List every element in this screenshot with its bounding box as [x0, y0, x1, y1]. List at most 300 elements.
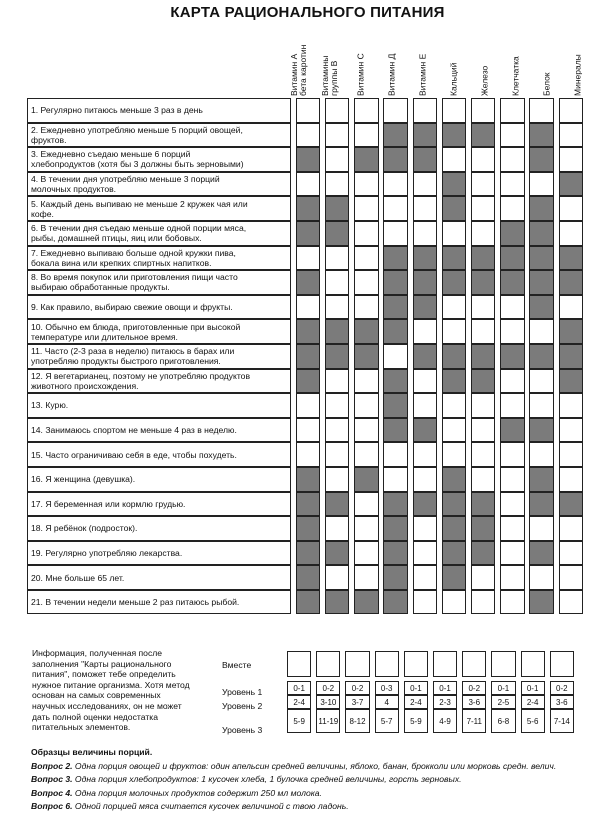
empty-cell[interactable]: [471, 393, 495, 418]
marked-cell[interactable]: [413, 295, 437, 320]
marked-cell[interactable]: [559, 344, 583, 369]
empty-cell[interactable]: [354, 172, 378, 197]
empty-cell[interactable]: [354, 442, 378, 467]
empty-cell[interactable]: [529, 393, 553, 418]
empty-cell[interactable]: [354, 295, 378, 320]
marked-cell[interactable]: [442, 172, 466, 197]
table-row: [27, 590, 583, 615]
empty-cell[interactable]: [325, 123, 349, 148]
marked-cell[interactable]: [413, 147, 437, 172]
summary-value: 5-9: [404, 709, 428, 733]
empty-cell[interactable]: [413, 516, 437, 541]
table-row: [27, 172, 583, 197]
question-text-line: 8. Во время покупок или приготовления пищи часто: [31, 272, 238, 283]
empty-cell[interactable]: [559, 541, 583, 566]
marked-cell[interactable]: [529, 196, 553, 221]
marked-cell[interactable]: [413, 344, 437, 369]
table-row: [27, 246, 583, 271]
empty-cell[interactable]: [529, 565, 553, 590]
question-text-line: 15. Часто ограничиваю себя в еде, чтобы похудеть.: [31, 449, 237, 460]
summary-value: 4: [375, 695, 399, 709]
empty-cell[interactable]: [559, 393, 583, 418]
question-text-line: фруктов.: [31, 134, 67, 145]
marked-cell[interactable]: [325, 344, 349, 369]
info-note: [32, 648, 218, 733]
marked-cell[interactable]: [383, 295, 407, 320]
marked-cell[interactable]: [471, 516, 495, 541]
empty-cell[interactable]: [442, 221, 466, 246]
marked-cell[interactable]: [296, 369, 320, 394]
empty-cell[interactable]: [471, 467, 495, 492]
marked-cell[interactable]: [383, 393, 407, 418]
empty-cell[interactable]: [529, 172, 553, 197]
empty-cell[interactable]: [500, 172, 524, 197]
empty-cell[interactable]: [559, 418, 583, 443]
empty-cell[interactable]: [442, 590, 466, 615]
marked-cell[interactable]: [383, 319, 407, 344]
question-text-line: 6. В течении дня съедаю меньше одной порции мяса,: [31, 223, 247, 234]
question-text-line: 13. Курю.: [31, 400, 69, 411]
page-title: КАРТА РАЦИОНАЛЬНОГО ПИТАНИЯ: [170, 4, 445, 21]
marked-cell[interactable]: [413, 123, 437, 148]
empty-cell[interactable]: [471, 295, 495, 320]
empty-cell[interactable]: [413, 541, 437, 566]
summary-value: 2-5: [491, 695, 515, 709]
marked-cell[interactable]: [471, 541, 495, 566]
empty-cell[interactable]: [500, 541, 524, 566]
marked-cell[interactable]: [413, 246, 437, 271]
summary-value: 7-14: [550, 709, 574, 733]
info-line: заполнения "Карты рационального: [32, 658, 172, 669]
together-input[interactable]: [550, 651, 574, 677]
marked-cell[interactable]: [442, 492, 466, 517]
question-cell: [27, 319, 291, 344]
empty-cell[interactable]: [354, 516, 378, 541]
table-row: [27, 467, 583, 492]
marked-cell[interactable]: [354, 467, 378, 492]
empty-cell[interactable]: [500, 295, 524, 320]
empty-cell[interactable]: [325, 467, 349, 492]
marked-cell[interactable]: [500, 418, 524, 443]
empty-cell[interactable]: [413, 196, 437, 221]
question-text-line: рыбы, домашней птицы, яиц или бобовых.: [31, 233, 202, 244]
empty-cell[interactable]: [354, 541, 378, 566]
marked-cell[interactable]: [471, 492, 495, 517]
marked-cell[interactable]: [559, 270, 583, 295]
question-text-line: 16. Я женщина (девушка).: [31, 474, 136, 485]
marked-cell[interactable]: [471, 369, 495, 394]
together-input[interactable]: [345, 651, 369, 677]
marked-cell[interactable]: [325, 196, 349, 221]
empty-cell[interactable]: [296, 393, 320, 418]
together-input[interactable]: [521, 651, 545, 677]
empty-cell[interactable]: [500, 492, 524, 517]
empty-cell[interactable]: [500, 98, 524, 123]
together-input[interactable]: [316, 651, 340, 677]
question-cell: [27, 565, 291, 590]
samples-heading: Образцы величины порций.: [31, 747, 153, 757]
sample-label: Вопрос 4.: [31, 787, 73, 798]
marked-cell[interactable]: [442, 516, 466, 541]
summary-row: [287, 681, 574, 695]
empty-cell[interactable]: [325, 369, 349, 394]
empty-cell[interactable]: [354, 565, 378, 590]
marked-cell[interactable]: [529, 246, 553, 271]
question-cell: [27, 467, 291, 492]
empty-cell[interactable]: [383, 196, 407, 221]
question-cell: [27, 492, 291, 517]
marked-cell[interactable]: [442, 196, 466, 221]
marked-cell[interactable]: [471, 270, 495, 295]
together-input[interactable]: [433, 651, 457, 677]
column-header: [349, 40, 372, 98]
empty-cell[interactable]: [471, 565, 495, 590]
marked-cell[interactable]: [529, 270, 553, 295]
marked-cell[interactable]: [296, 467, 320, 492]
empty-cell[interactable]: [471, 590, 495, 615]
marked-cell[interactable]: [296, 565, 320, 590]
column-header-line: Железо: [479, 65, 489, 96]
empty-cell[interactable]: [500, 147, 524, 172]
marked-cell[interactable]: [529, 492, 553, 517]
empty-cell[interactable]: [500, 319, 524, 344]
empty-cell[interactable]: [413, 221, 437, 246]
marked-cell[interactable]: [471, 123, 495, 148]
question-text-line: температуре или длительное время.: [31, 331, 178, 342]
sample-label: Вопрос 6.: [31, 801, 73, 811]
empty-cell[interactable]: [354, 393, 378, 418]
marked-cell[interactable]: [442, 270, 466, 295]
column-header-line: группы В: [328, 60, 339, 96]
marked-cell[interactable]: [383, 418, 407, 443]
empty-cell[interactable]: [471, 319, 495, 344]
empty-cell[interactable]: [383, 221, 407, 246]
empty-cell[interactable]: [413, 393, 437, 418]
column-header-line: Клетчатка: [510, 56, 520, 96]
marked-cell[interactable]: [296, 516, 320, 541]
column-header-label: [449, 63, 458, 96]
empty-cell[interactable]: [413, 369, 437, 394]
table-row: [27, 98, 583, 123]
marked-cell[interactable]: [500, 344, 524, 369]
empty-cell[interactable]: [325, 295, 349, 320]
empty-cell[interactable]: [413, 319, 437, 344]
marked-cell[interactable]: [296, 221, 320, 246]
question-cell: [27, 442, 291, 467]
question-text-line: 14. Занимаюсь спортом не меньше 4 раз в неделю.: [31, 425, 237, 436]
empty-cell[interactable]: [296, 246, 320, 271]
marked-cell[interactable]: [442, 467, 466, 492]
column-header-line: Витамины: [319, 55, 330, 96]
marked-cell[interactable]: [296, 147, 320, 172]
marked-cell[interactable]: [500, 246, 524, 271]
marked-cell[interactable]: [383, 590, 407, 615]
marked-cell[interactable]: [442, 565, 466, 590]
together-label: Вместе: [222, 660, 252, 670]
empty-cell[interactable]: [442, 147, 466, 172]
question-cell: [27, 541, 291, 566]
empty-cell[interactable]: [500, 467, 524, 492]
summary-value: 5-6: [521, 709, 545, 733]
empty-cell[interactable]: [413, 467, 437, 492]
question-cell: [27, 98, 291, 123]
question-cell: [27, 246, 291, 271]
empty-cell[interactable]: [559, 98, 583, 123]
empty-cell[interactable]: [500, 196, 524, 221]
empty-cell[interactable]: [325, 98, 349, 123]
empty-cell[interactable]: [500, 442, 524, 467]
marked-cell[interactable]: [559, 369, 583, 394]
marked-cell[interactable]: [529, 221, 553, 246]
marked-cell[interactable]: [442, 344, 466, 369]
marked-cell[interactable]: [383, 516, 407, 541]
empty-cell[interactable]: [442, 98, 466, 123]
summary-value: 3-6: [462, 695, 486, 709]
question-text-line: употребляю продукты быстрого приготовления.: [31, 356, 221, 367]
empty-cell[interactable]: [413, 565, 437, 590]
empty-cell[interactable]: [413, 590, 437, 615]
empty-cell[interactable]: [471, 98, 495, 123]
empty-cell[interactable]: [529, 442, 553, 467]
empty-cell[interactable]: [354, 98, 378, 123]
marked-cell[interactable]: [442, 541, 466, 566]
summary-value: 0-1: [521, 681, 545, 695]
empty-cell[interactable]: [325, 565, 349, 590]
empty-cell[interactable]: [471, 172, 495, 197]
empty-cell[interactable]: [442, 319, 466, 344]
marked-cell[interactable]: [559, 246, 583, 271]
together-input[interactable]: [404, 651, 428, 677]
column-header: [380, 40, 403, 98]
marked-cell[interactable]: [296, 319, 320, 344]
empty-cell[interactable]: [413, 98, 437, 123]
empty-cell[interactable]: [325, 172, 349, 197]
empty-cell[interactable]: [529, 98, 553, 123]
marked-cell[interactable]: [529, 541, 553, 566]
question-text-line: 11. Часто (2-3 раза в неделю) питаюсь в барах или: [31, 346, 235, 357]
empty-cell[interactable]: [500, 590, 524, 615]
marked-cell[interactable]: [529, 590, 553, 615]
empty-cell[interactable]: [559, 147, 583, 172]
marked-cell[interactable]: [529, 344, 553, 369]
marked-cell[interactable]: [383, 565, 407, 590]
empty-cell[interactable]: [471, 221, 495, 246]
marked-cell[interactable]: [529, 295, 553, 320]
empty-cell[interactable]: [529, 516, 553, 541]
marked-cell[interactable]: [296, 492, 320, 517]
empty-cell[interactable]: [471, 147, 495, 172]
marked-cell[interactable]: [383, 147, 407, 172]
marked-cell[interactable]: [354, 319, 378, 344]
question-cell: [27, 516, 291, 541]
marked-cell[interactable]: [383, 246, 407, 271]
info-line: дать полной оценки недостатка: [32, 711, 158, 722]
marked-cell[interactable]: [500, 270, 524, 295]
empty-cell[interactable]: [471, 196, 495, 221]
empty-cell[interactable]: [354, 123, 378, 148]
empty-cell[interactable]: [325, 147, 349, 172]
empty-cell[interactable]: [500, 565, 524, 590]
summary-row: [287, 709, 574, 733]
empty-cell[interactable]: [325, 393, 349, 418]
marked-cell[interactable]: [471, 246, 495, 271]
summary-value: 0-1: [404, 681, 428, 695]
empty-cell[interactable]: [383, 442, 407, 467]
empty-cell[interactable]: [296, 98, 320, 123]
marked-cell[interactable]: [529, 123, 553, 148]
empty-cell[interactable]: [325, 246, 349, 271]
empty-cell[interactable]: [383, 98, 407, 123]
empty-cell[interactable]: [296, 172, 320, 197]
together-input[interactable]: [462, 651, 486, 677]
empty-cell[interactable]: [354, 246, 378, 271]
marked-cell[interactable]: [296, 196, 320, 221]
sample-item: [31, 773, 556, 787]
marked-cell[interactable]: [529, 467, 553, 492]
sample-label: Вопрос 3.: [31, 774, 73, 784]
marked-cell[interactable]: [296, 541, 320, 566]
empty-cell[interactable]: [559, 516, 583, 541]
marked-cell[interactable]: [383, 270, 407, 295]
question-cell: [27, 196, 291, 221]
empty-cell[interactable]: [559, 467, 583, 492]
column-header-line: Витамин А: [288, 53, 299, 96]
marked-cell[interactable]: [354, 590, 378, 615]
question-text-line: кофе.: [31, 208, 54, 219]
empty-cell[interactable]: [354, 492, 378, 517]
marked-cell[interactable]: [442, 246, 466, 271]
empty-cell[interactable]: [325, 442, 349, 467]
together-input[interactable]: [491, 651, 515, 677]
empty-cell[interactable]: [559, 123, 583, 148]
column-header: [566, 40, 589, 98]
summary-value: 0-1: [491, 681, 515, 695]
empty-cell[interactable]: [500, 369, 524, 394]
empty-cell[interactable]: [325, 270, 349, 295]
empty-cell[interactable]: [559, 590, 583, 615]
marked-cell[interactable]: [325, 590, 349, 615]
marked-cell[interactable]: [383, 369, 407, 394]
summary-value: 3-6: [550, 695, 574, 709]
level2-label: Уровень 2: [222, 701, 263, 711]
marked-cell[interactable]: [383, 541, 407, 566]
empty-cell[interactable]: [296, 295, 320, 320]
empty-cell[interactable]: [442, 418, 466, 443]
marked-cell[interactable]: [354, 147, 378, 172]
question-text-line: хлебопродуктов (хотя бы 3 должны быть зерновыми): [31, 159, 244, 170]
empty-cell[interactable]: [529, 369, 553, 394]
marked-cell[interactable]: [559, 319, 583, 344]
marked-cell[interactable]: [383, 123, 407, 148]
empty-cell[interactable]: [413, 442, 437, 467]
empty-cell[interactable]: [354, 196, 378, 221]
marked-cell[interactable]: [296, 590, 320, 615]
empty-cell[interactable]: [559, 221, 583, 246]
marked-cell[interactable]: [296, 344, 320, 369]
empty-cell[interactable]: [471, 442, 495, 467]
marked-cell[interactable]: [559, 492, 583, 517]
marked-cell[interactable]: [296, 270, 320, 295]
empty-cell[interactable]: [325, 418, 349, 443]
summary-value: 0-1: [287, 681, 311, 695]
question-text-line: 3. Ежедневно съедаю меньше 6 порций: [31, 149, 191, 160]
marked-cell[interactable]: [413, 270, 437, 295]
empty-cell[interactable]: [471, 418, 495, 443]
empty-cell[interactable]: [500, 393, 524, 418]
empty-cell[interactable]: [559, 565, 583, 590]
marked-cell[interactable]: [442, 123, 466, 148]
info-line: Информация, полученная после: [32, 648, 163, 658]
marked-cell[interactable]: [325, 319, 349, 344]
empty-cell[interactable]: [383, 467, 407, 492]
empty-cell[interactable]: [354, 270, 378, 295]
empty-cell[interactable]: [383, 172, 407, 197]
together-input[interactable]: [375, 651, 399, 677]
marked-cell[interactable]: [413, 492, 437, 517]
column-header-label: [511, 56, 520, 96]
marked-cell[interactable]: [529, 418, 553, 443]
marked-cell[interactable]: [529, 147, 553, 172]
summary-value: 8-12: [345, 709, 369, 733]
empty-cell[interactable]: [354, 369, 378, 394]
question-cell: [27, 344, 291, 369]
empty-cell[interactable]: [296, 123, 320, 148]
empty-cell[interactable]: [354, 221, 378, 246]
summary-row: [287, 695, 574, 709]
marked-cell[interactable]: [354, 344, 378, 369]
sample-text: Одна порция молочных продуктов содержит 250 мл молока.: [72, 787, 322, 798]
question-text-line: 1. Регулярно питаюсь меньше 3 раз в день: [31, 105, 203, 116]
marked-cell[interactable]: [325, 492, 349, 517]
empty-cell[interactable]: [296, 442, 320, 467]
marked-cell[interactable]: [471, 344, 495, 369]
marked-cell[interactable]: [559, 172, 583, 197]
marked-cell[interactable]: [442, 369, 466, 394]
empty-cell[interactable]: [559, 196, 583, 221]
empty-cell[interactable]: [442, 393, 466, 418]
empty-cell[interactable]: [354, 418, 378, 443]
empty-cell[interactable]: [559, 442, 583, 467]
question-text-line: животного происхождения.: [31, 380, 139, 391]
empty-cell[interactable]: [442, 295, 466, 320]
together-input[interactable]: [287, 651, 311, 677]
question-text-line: 19. Регулярно употребляю лекарства.: [31, 547, 183, 558]
marked-cell[interactable]: [325, 221, 349, 246]
info-line: питательных элементов.: [32, 722, 131, 733]
question-cell: [27, 590, 291, 615]
marked-cell[interactable]: [413, 418, 437, 443]
question-cell: [27, 369, 291, 394]
empty-cell[interactable]: [559, 295, 583, 320]
empty-cell[interactable]: [529, 319, 553, 344]
column-header-label: [356, 53, 365, 96]
marked-cell[interactable]: [383, 492, 407, 517]
table-row: [27, 270, 583, 295]
column-header-label: [480, 66, 489, 96]
empty-cell[interactable]: [500, 123, 524, 148]
empty-cell[interactable]: [296, 418, 320, 443]
question-text-line: 4. В течении дня употребляю меньше 3 порций: [31, 174, 220, 185]
empty-cell[interactable]: [442, 442, 466, 467]
empty-cell[interactable]: [325, 516, 349, 541]
marked-cell[interactable]: [500, 221, 524, 246]
question-cell: [27, 295, 291, 320]
empty-cell[interactable]: [383, 344, 407, 369]
marked-cell[interactable]: [325, 541, 349, 566]
summary-value: 0-2: [345, 681, 369, 695]
empty-cell[interactable]: [413, 172, 437, 197]
empty-cell[interactable]: [500, 516, 524, 541]
